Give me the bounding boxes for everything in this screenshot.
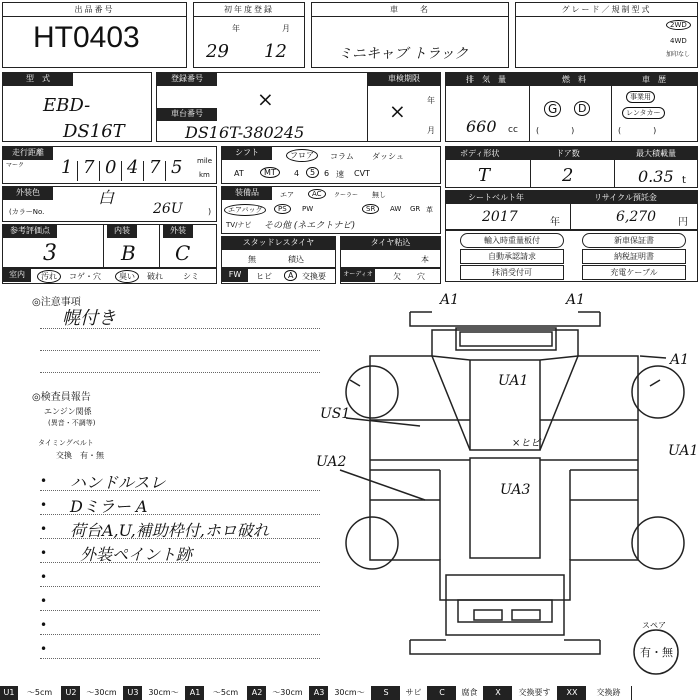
legend-key: A2 (248, 686, 266, 700)
interior-tear: 破れ (147, 272, 163, 281)
studless-loaded: 積込 (288, 255, 304, 264)
legend-value: 交換跡 (586, 686, 632, 700)
audio-missing: 欠 (393, 272, 401, 281)
recycle-header: リサイクル預託金 (594, 193, 657, 202)
seatbelt-year: 2017 (482, 209, 518, 225)
legend-value: ～5cm (18, 686, 62, 700)
legend-value: 腐食 (456, 686, 484, 700)
mark-ua3-bed: UA3 (500, 482, 531, 498)
shift-column: コラム (330, 152, 354, 161)
equip-none: 無し (372, 191, 386, 199)
legend-value: サビ (400, 686, 428, 700)
equipment-header: 装備品 (222, 187, 272, 200)
shift-box (221, 146, 441, 184)
color-code-label: (カラーNo. (9, 208, 45, 216)
tires-box (340, 236, 441, 268)
equip-pw: PW (302, 205, 314, 213)
fw-label: FW (222, 269, 248, 282)
report-bullet: • (40, 474, 48, 488)
interior-score: B (121, 241, 136, 265)
mark-crack: ×ヒビ (512, 438, 541, 449)
spare-label: スペア (642, 621, 666, 630)
legend-key: A1 (186, 686, 204, 700)
equip-airbag: エアバッグ (224, 204, 266, 216)
notes-header: ◎注意事項 (32, 297, 81, 308)
doc-item: 抹消受付可 (460, 265, 564, 280)
model-name: ミニキャブ トラック (338, 46, 469, 62)
first-registration-header: 初年度登録 (194, 3, 304, 17)
report-bullet: • (40, 570, 48, 584)
body-type-value: T (478, 165, 491, 186)
grade-4wd: 4WD (670, 37, 687, 45)
legend-key: U2 (62, 686, 80, 700)
legend-value: ～30cm (80, 686, 124, 700)
color-header: 外装色 (3, 187, 53, 200)
grade-none: 加印なし (666, 51, 691, 58)
studless-header: スタッドレスタイヤ (222, 237, 335, 250)
equip-gr: GR (410, 205, 421, 213)
mileage-header: 走行距離 (3, 147, 53, 160)
damage-legend (0, 686, 700, 700)
mark-a1-left: A1 (440, 292, 460, 308)
shift-header: シフト (222, 147, 272, 160)
body-type-header: ボディ形状 (460, 149, 500, 158)
docs-box (445, 230, 698, 282)
shift-5: 5 (306, 167, 319, 178)
registration-header: 登録番号 (157, 73, 217, 86)
legend-key: A3 (310, 686, 328, 700)
mileage-digit: 7 (83, 157, 95, 178)
equipment-box (221, 186, 441, 234)
lot-number: HT0403 (33, 21, 140, 54)
displacement-unit: cc (508, 125, 518, 135)
equip-leather: 革 (426, 206, 433, 214)
mileage-box (2, 146, 217, 184)
doors-value: 2 (562, 165, 574, 186)
color-code: 26U (153, 201, 183, 217)
shift-cvt: CVT (354, 169, 370, 178)
seatbelt-unit: 年 (550, 217, 560, 228)
grade-header: グレード／規制型式 (516, 3, 697, 17)
interior-dirt: 汚れ (37, 270, 61, 283)
history-rental: レンタカー (622, 107, 665, 119)
mileage-digit: 1 (61, 157, 73, 178)
interior-stain: シミ (183, 272, 199, 281)
first-registration-month: 12 (264, 41, 287, 62)
mileage-digit: 5 (171, 157, 183, 178)
registration-mark: × (257, 87, 274, 111)
interior-smell: 臭い (115, 270, 139, 283)
fuel-paren: ( ) (536, 126, 575, 135)
spec-box (445, 72, 698, 142)
report-bullet: • (40, 618, 48, 632)
doors-header: ドア数 (556, 149, 580, 158)
legend-key: S (372, 686, 400, 700)
legend-value: 30cm～ (328, 686, 372, 700)
inspection-year-unit: 年 (427, 96, 435, 105)
fuel-gasoline: G (544, 101, 561, 117)
fw-a: A (284, 270, 297, 281)
notes-line1: 幌付き (62, 308, 116, 329)
equip-air: エア (280, 191, 294, 199)
inspection-header: 車検期限 (368, 73, 440, 86)
history-paren: ( ) (618, 126, 657, 135)
model-code-line2: DS16T (63, 121, 125, 142)
interior-header: 内装 (107, 225, 137, 238)
chassis-header: 車台番号 (157, 108, 217, 121)
doc-item: 充電ケーブル (582, 265, 686, 280)
doc-item: 輸入時重量板付 (460, 233, 564, 248)
first-registration-year: 29 (206, 41, 229, 62)
legend-key: U1 (0, 686, 18, 700)
legend-value: ～30cm (266, 686, 310, 700)
legend-key: C (428, 686, 456, 700)
shift-floor: フロア (286, 149, 318, 162)
body-box (445, 146, 698, 188)
interior-condition-box (2, 268, 217, 284)
grade-box (515, 2, 698, 68)
model-name-box (311, 2, 509, 68)
fuel-header: 燃 料 (562, 75, 586, 84)
report-timing-sub: 交換 有・無 (56, 451, 104, 460)
shift-dash: ダッシュ (372, 152, 404, 161)
load-header: 最大積載量 (636, 149, 676, 158)
audio-box (340, 268, 441, 284)
report-header: ◎検査員報告 (32, 392, 91, 403)
equip-sr: SR (362, 204, 379, 214)
seatbelt-box (445, 190, 698, 230)
mileage-digit: 0 (105, 157, 117, 178)
model-code-line1: EBD- (43, 95, 91, 116)
tires-header: タイヤ粘込 (341, 237, 440, 250)
shift-mt: MT (260, 167, 280, 178)
mark-us1-left: US1 (320, 406, 351, 422)
chassis-number: DS16T-380245 (185, 123, 305, 142)
displacement-header: 排 気 量 (466, 75, 506, 84)
report-bullet: • (40, 594, 48, 608)
lot-number-box (2, 2, 187, 68)
equip-tvnavi: TV/ナビ (226, 221, 252, 229)
mileage-digit: 7 (149, 157, 161, 178)
month-unit: 月 (282, 24, 290, 33)
scores-box (2, 224, 217, 268)
history-header: 車 歴 (642, 75, 666, 84)
shift-other-note: その他 (ネエクトナビ) (264, 221, 355, 231)
mark-ua1-cab: UA1 (498, 373, 529, 389)
color-value: 白 (98, 188, 115, 207)
shift-6: 6 (324, 169, 330, 178)
interior-condition-label: 室内 (3, 269, 31, 282)
legend-key: X (484, 686, 512, 700)
inspection-month-unit: 月 (427, 126, 435, 135)
mark-ua1-right: UA1 (668, 443, 699, 459)
model-name-header: 車 名 (312, 3, 508, 17)
grade-2wd: 2WD (666, 20, 691, 30)
legend-value: 交換要す (512, 686, 558, 700)
fuel-diesel: D (574, 101, 590, 116)
legend-value: ～5cm (204, 686, 248, 700)
model-code-box (2, 72, 152, 142)
tires-unit: 本 (421, 255, 429, 264)
spare-value: 有・無 (640, 646, 673, 659)
legend-value: 30cm～ (142, 686, 186, 700)
inspection-mark: × (389, 99, 406, 123)
exterior-header: 外装 (163, 225, 193, 238)
mileage-digit: 4 (127, 157, 139, 178)
year-unit: 年 (232, 24, 240, 33)
doc-item: 新車保証書 (582, 233, 686, 248)
audio-hole: 穴 (417, 272, 425, 281)
mark-ua2-left: UA2 (316, 454, 347, 470)
report-timing: タイミングベルト (38, 439, 94, 447)
fw-box (221, 268, 336, 284)
legend-key: U3 (124, 686, 142, 700)
exterior-score: C (175, 241, 191, 265)
overall-score: 3 (43, 241, 57, 266)
model-code-header: 型 式 (3, 73, 73, 86)
legend-key: XX (558, 686, 586, 700)
scores-header: 参考評価点 (3, 225, 57, 238)
lot-number-header: 出品番号 (3, 3, 186, 17)
load-value: 0.35 (638, 167, 674, 186)
displacement-value: 660 (466, 117, 497, 136)
mark-a1-right: A1 (566, 292, 586, 308)
color-code-end: ) (208, 207, 212, 216)
mark-a1-side: A1 (670, 352, 690, 368)
fw-replace: 交換要 (302, 272, 326, 281)
equip-ps: PS (274, 204, 291, 214)
report-bullet: • (40, 522, 48, 536)
report-engine-sub: (異音・不調等) (48, 419, 96, 427)
shift-4: 4 (294, 169, 300, 178)
equip-ac: AC (308, 189, 326, 199)
report-bullet: • (40, 642, 48, 656)
shift-at: AT (234, 169, 244, 178)
fw-crack: ヒビ (256, 272, 272, 281)
audio-label: オーディオ (341, 269, 375, 282)
equip-aw: AW (390, 205, 402, 213)
load-unit: t (682, 175, 686, 186)
report-engine: エンジン関係 (44, 407, 92, 416)
first-registration-box (193, 2, 305, 68)
doc-item: 自動承認請求 (460, 249, 564, 264)
report-bullet: • (40, 498, 48, 512)
report-line: 荷台A,U,補助枠付,ホロ破れ (70, 521, 269, 540)
mileage-unit-mile: mile (197, 157, 213, 165)
equip-cooler: クーラー (334, 192, 359, 199)
studless-none: 無 (248, 255, 256, 264)
report-line: ハンドルスレ (70, 473, 166, 492)
mileage-mark: マーク (6, 162, 25, 169)
recycle-unit: 円 (678, 217, 688, 228)
mileage-unit-km: km (199, 171, 210, 179)
report-bullet: • (40, 546, 48, 560)
report-line: Dミラー A (70, 497, 148, 516)
studless-box (221, 236, 336, 268)
color-box (2, 186, 217, 222)
doc-item: 納税証明書 (582, 249, 686, 264)
report-line: 外装ペイント跡 (80, 545, 193, 564)
history-business: 事業用 (626, 91, 655, 103)
interior-burn: コゲ・穴 (69, 272, 101, 281)
registration-box (156, 72, 441, 142)
recycle-value: 6,270 (616, 209, 657, 225)
seatbelt-header: シートベルト年 (468, 193, 524, 202)
shift-speed: 速 (336, 170, 344, 179)
